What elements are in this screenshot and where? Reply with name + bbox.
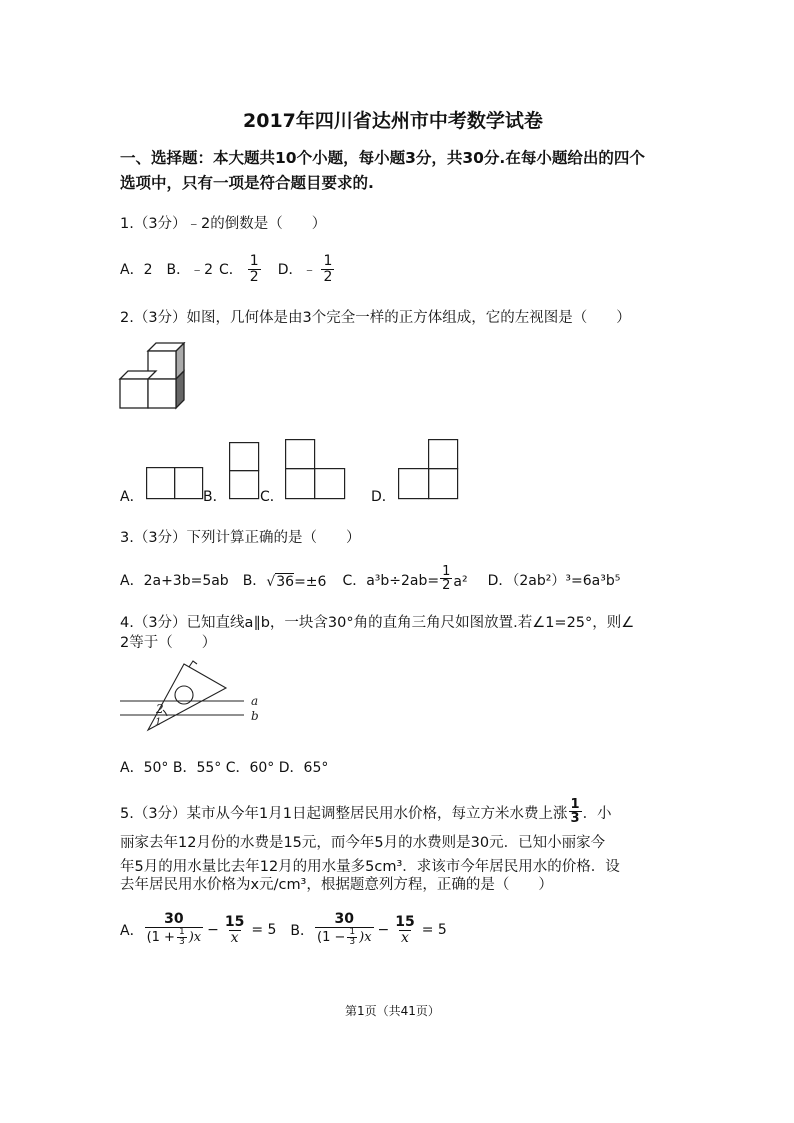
q3-option-b-sqrt: √36=±6 — [266, 574, 327, 590]
minus-sign: − — [377, 922, 390, 938]
one-third-small — [177, 928, 187, 948]
q2-option-a-label: A． — [120, 489, 144, 505]
q1-option-d-fraction — [321, 254, 334, 284]
fraction-numerator: 1 — [323, 253, 333, 269]
q2-option-c-figure — [285, 439, 346, 500]
fraction-numerator: 1 — [349, 926, 356, 937]
triangle-parallel-lines-figure — [118, 660, 268, 738]
one-minus: (1 − — [317, 930, 346, 946]
question-3-stem: 3.（3分）下列计算正确的是（ ） — [120, 530, 361, 546]
q5-a-first-fraction — [145, 912, 204, 948]
q5-stem-text: 5.（3分）某市从今年1月1日起调整居民用水价格，每立方米水费上涨 — [120, 806, 568, 822]
q5-option-b-label: B． — [290, 923, 315, 939]
angle-2-label: 2 — [156, 702, 164, 716]
q3-option-c-suffix: a² — [453, 574, 468, 590]
question-4-stem-line2: 2等于（ ） — [120, 635, 217, 651]
q5-b-first-fraction — [315, 912, 374, 948]
one-plus: (1 + — [146, 930, 175, 946]
q5-option-a-label: A． — [120, 923, 144, 939]
q5-b-second-fraction — [393, 915, 416, 945]
q1-option-a: A．2 — [120, 262, 153, 279]
equals-five: = 5 — [421, 922, 447, 938]
q2-option-d-label: D． — [371, 489, 396, 505]
cube-figure — [118, 342, 190, 412]
fraction-denominator: 2 — [442, 578, 451, 594]
question-4-options: A．50° B．55° C．60° D．65° — [120, 760, 329, 776]
q1-option-c-label: C． — [219, 262, 243, 279]
q3-option-a: A．2a+3b=5ab — [120, 573, 229, 589]
line-a-label: a — [251, 694, 259, 708]
section-heading-line2: 选项中，只有一项是符合题目要求的. — [120, 174, 374, 192]
fraction-denominator: 3 — [570, 811, 580, 827]
denominator-expression — [145, 927, 204, 948]
question-5-stem-line4: 去年居民用水价格为x元/cm³，根据题意列方程，正确的是（ ） — [120, 877, 553, 893]
angle-1-label: 1 — [155, 717, 162, 728]
q5-stem-end: ．小 — [582, 806, 612, 822]
close-x: )x — [188, 930, 202, 946]
question-2-stem: 2.（3分）如图，几何体是由3个完全一样的正方体组成，它的左视图是（ ） — [120, 310, 631, 326]
q1-option-c-fraction — [248, 254, 261, 284]
numerator-30: 30 — [334, 911, 355, 928]
fraction-numerator: 1 — [570, 796, 580, 812]
q3-option-b-label: B． — [242, 573, 267, 589]
question-5-options — [120, 907, 447, 953]
question-1-options — [120, 254, 335, 284]
question-5-stem-line3: 年5月的用水量比去年12月的用水量多5cm³．求该市今年居民用水的价格．设 — [120, 859, 620, 875]
q1-option-d-label: D．﹣ — [277, 262, 317, 279]
q2-option-a-figure — [146, 467, 204, 500]
q5-a-second-fraction — [223, 915, 246, 945]
q3-option-c-label: C．a³b÷2ab= — [342, 573, 440, 589]
minus-sign: − — [207, 922, 219, 938]
numerator-15: 15 — [224, 913, 245, 930]
q5-one-third-fraction — [569, 798, 582, 826]
equals-five: = 5 — [251, 922, 277, 938]
close-x: )x — [359, 930, 372, 946]
fraction-numerator: 1 — [178, 926, 185, 937]
denominator-expression — [315, 927, 374, 948]
q2-option-d-figure — [398, 439, 459, 500]
numerator-15: 15 — [395, 913, 415, 930]
fraction-numerator: 1 — [442, 563, 451, 579]
radicand: 36 — [276, 574, 295, 590]
question-3-options — [120, 558, 620, 594]
fraction-denominator: 2 — [323, 268, 333, 285]
denominator-x: x — [230, 929, 239, 946]
q1-option-b: B．﹣2 — [166, 262, 213, 279]
q3-option-d: D．（2ab²）³=6a³b⁵ — [487, 573, 621, 589]
q2-option-b-figure — [229, 442, 260, 500]
section-heading-line1: 一、选择题：本大题共10个小题，每小题3分，共30分.在每小题给出的四个 — [120, 149, 645, 167]
question-5-stem-line1 — [120, 792, 612, 826]
denominator-x: x — [401, 929, 409, 946]
one-third-small — [347, 928, 357, 948]
fraction-denominator: 3 — [349, 937, 356, 948]
fraction-denominator: 2 — [249, 268, 259, 285]
question-1-stem: 1.（3分）﹣2的倒数是（ ） — [120, 216, 327, 232]
fraction-numerator: 1 — [249, 253, 259, 269]
page-title: 2017年四川省达州市中考数学试卷 — [243, 110, 543, 132]
fraction-denominator: 3 — [178, 937, 185, 948]
question-5-stem-line2: 丽家去年12月份的水费是15元，而今年5月的水费则是30元．已知小丽家今 — [120, 835, 606, 851]
numerator-30: 30 — [164, 911, 184, 928]
q2-option-c-label: C． — [260, 489, 284, 505]
q2-option-b-label: B． — [203, 489, 227, 505]
page-footer: 第1页（共41页） — [345, 1004, 440, 1018]
line-b-label: b — [251, 709, 259, 723]
question-4-stem-line1: 4.（3分）已知直线a∥b，一块含30°角的直角三角尺如图放置.若∠1=25°，则∠ — [120, 615, 635, 631]
q3-option-c-fraction — [440, 565, 452, 594]
q3-option-b-result: =±6 — [294, 574, 327, 590]
